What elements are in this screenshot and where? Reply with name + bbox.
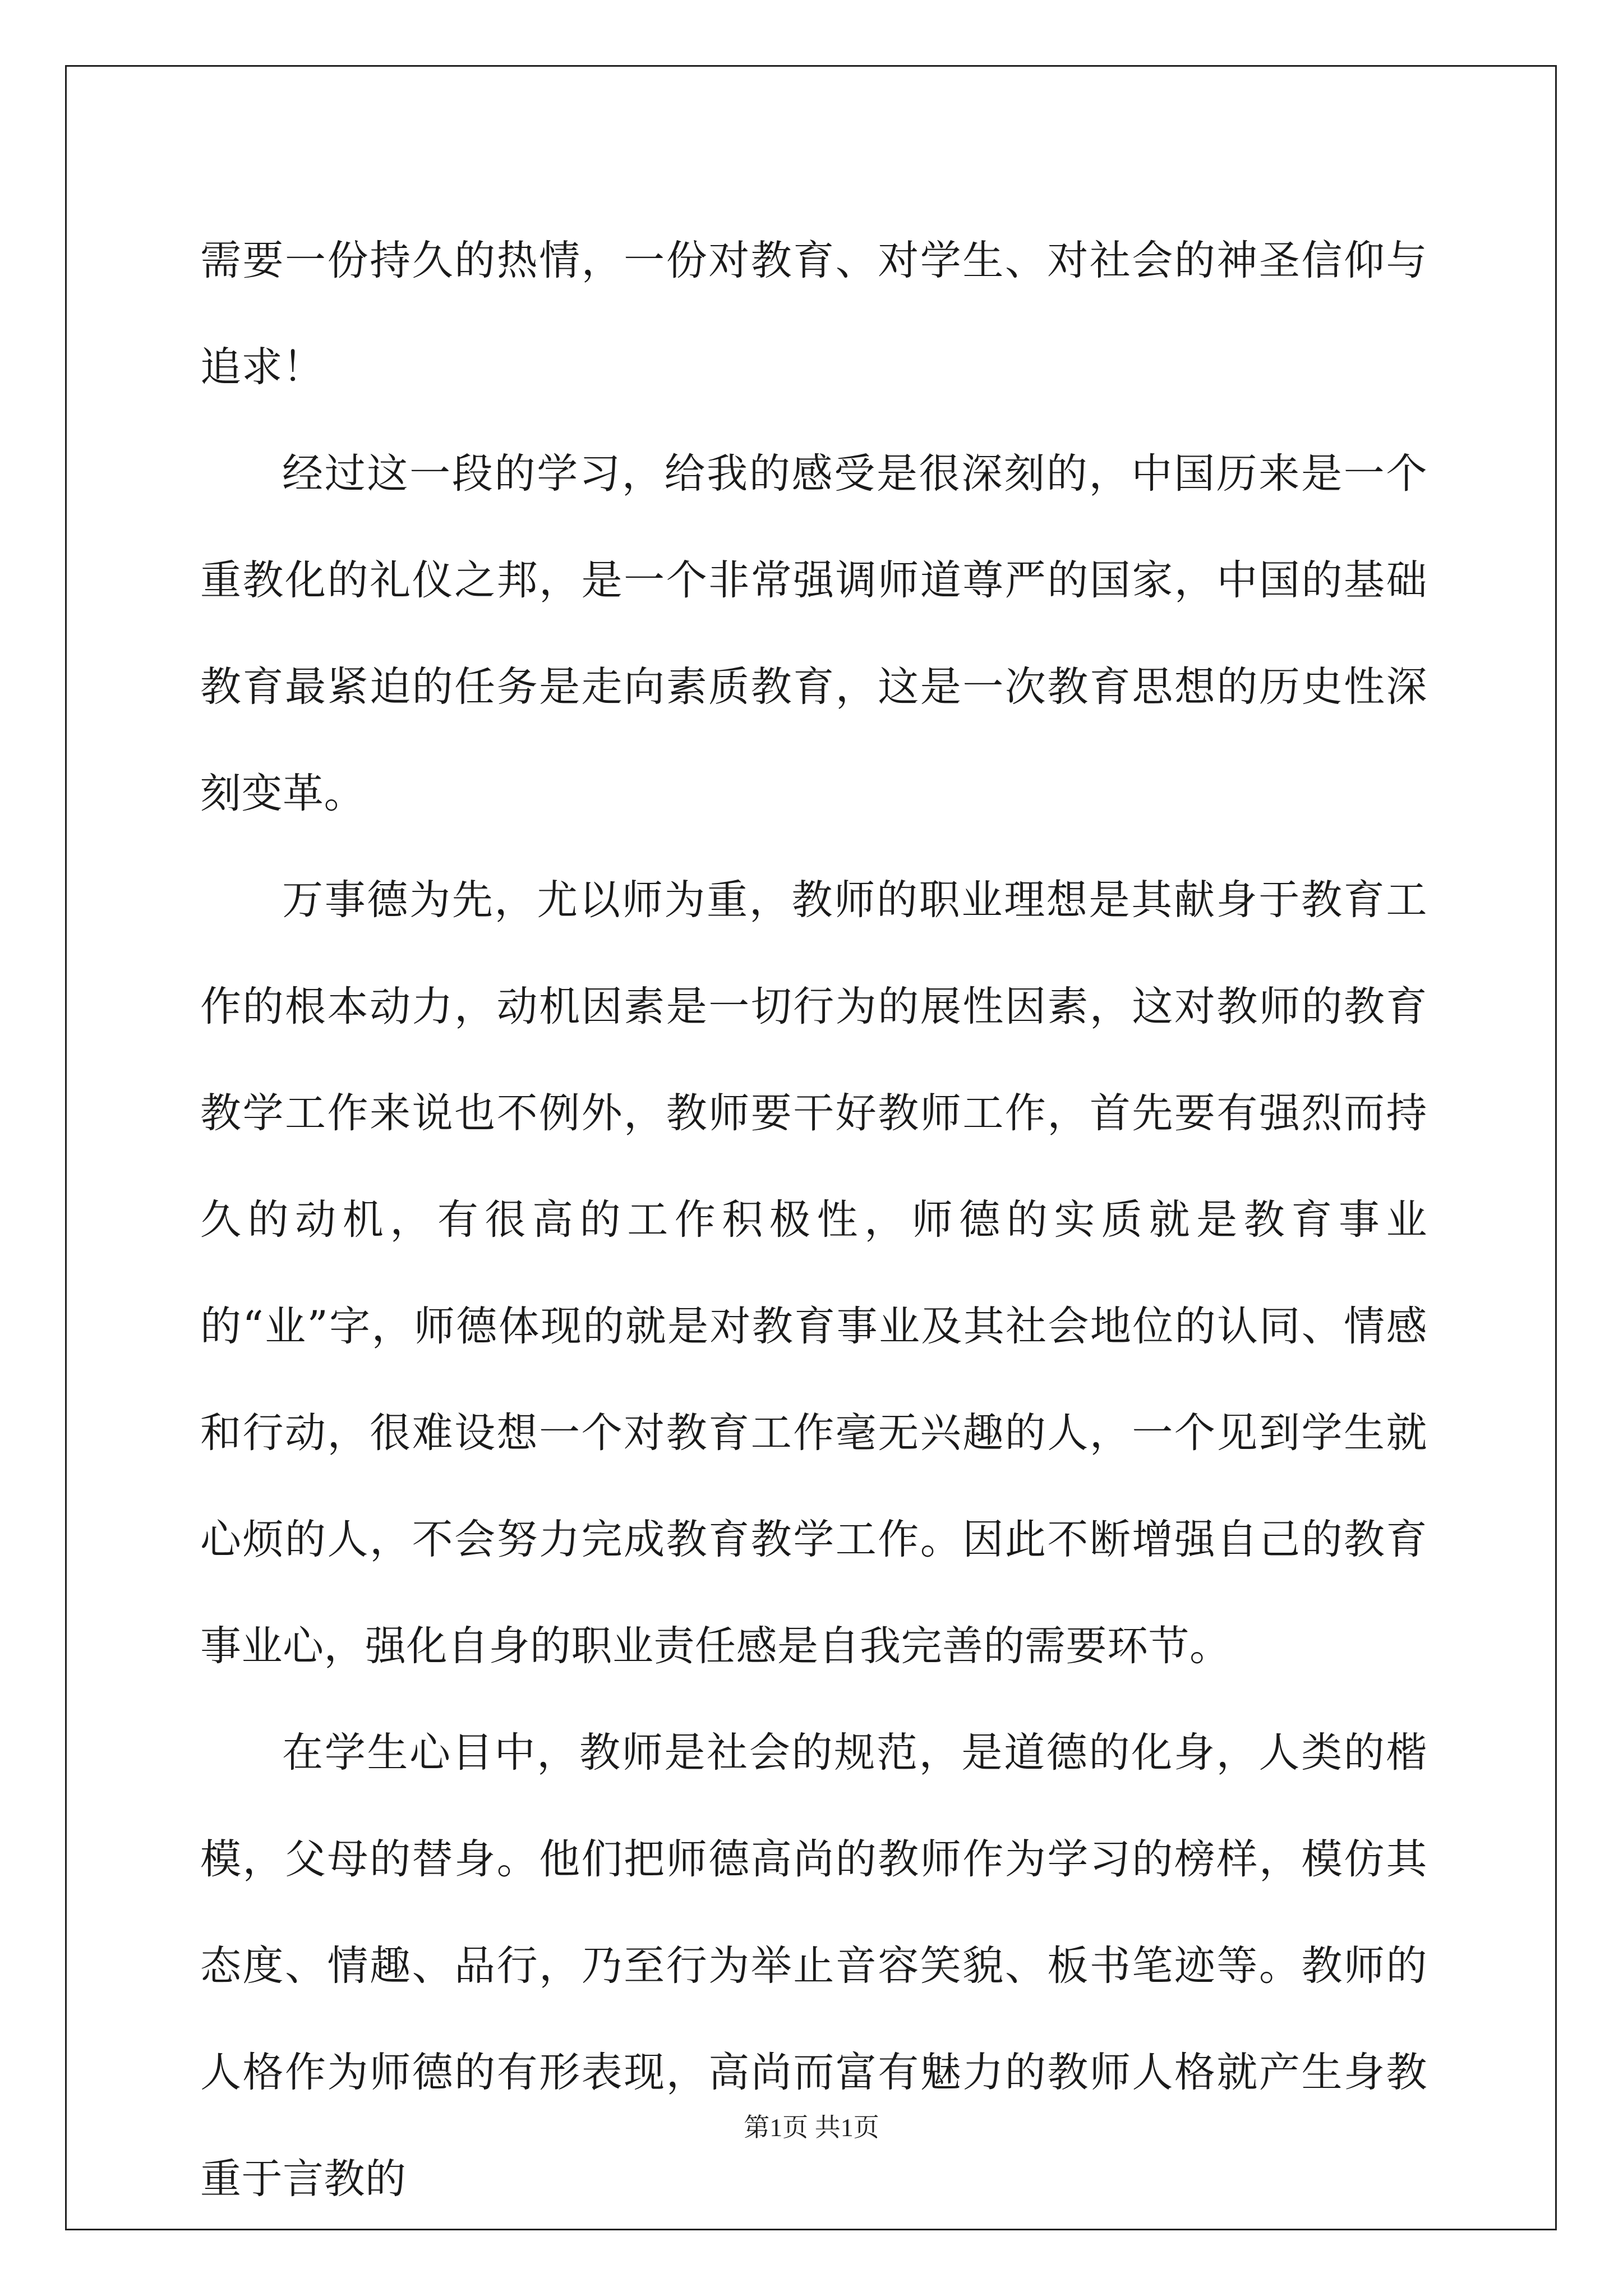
paragraph-4: 在学生心目中，教师是社会的规范，是道德的化身，人类的楷模，父母的替身。他们把师德高尚的教师作为学习的榜样，模仿其态度、情趣、品行，乃至行为举止音容笑貌、板书笔迹等。教师的人格作为师德的有形表现，高尚而富有魅力的教师人格就产生身教重于言教的 xyxy=(200,1729,1427,2203)
page-footer: 第1页 共1页 xyxy=(744,2113,879,2142)
paragraph-1: 需要一份持久的热情，一份对教育、对学生、对社会的神圣信仰与追求！ xyxy=(200,237,1427,391)
document-body xyxy=(200,208,1427,2233)
paragraph-2: 经过这一段的学习，给我的感受是很深刻的，中国历来是一个重教化的礼仪之邦，是一个非常强调师道尊严的国家，中国的基础教育最紧迫的任务是走向素质教育，这是一次教育思想的历史性深刻变革。 xyxy=(200,450,1427,817)
paragraph-3: 万事德为先，尤以师为重，教师的职业理想是其献身于教育工作的根本动力，动机因素是一切行为的展性因素，这对教师的教育教学工作来说也不例外，教师要干好教师工作，首先要有强烈而持久的动机，有很高的工作积极性，师德的实质就是教育事业的“业”字，师德体现的就是对教育事业及其社会地位的认同、情感和行动，很难设想一个对教育工作毫无兴趣的人，一个见到学生就心烦的人，不会努力完成教育教学工作。因此不断增强自己的教育事业心，强化自身的职业责任感是自我完善的需要环节。 xyxy=(200,876,1427,1670)
